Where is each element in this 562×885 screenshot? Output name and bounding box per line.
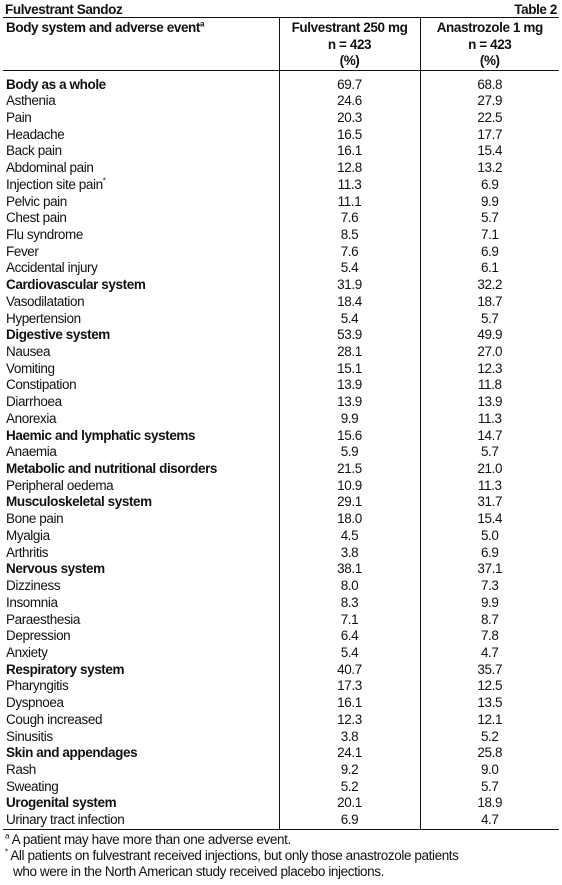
row-label: Bone pain (6, 511, 64, 527)
footnote-star-continuation: who were in the North American study received placebo injections. (13, 864, 384, 880)
fulvestrant-value-cell: 7.6 (279, 244, 420, 261)
fulvestrant-value-cell: 5.2 (279, 779, 420, 796)
adverse-event-cell (3, 762, 279, 779)
fulvestrant-value-cell: 12.3 (279, 712, 420, 729)
body-system-cell (3, 327, 279, 344)
adverse-event-cell (3, 127, 279, 144)
table-group-row (3, 327, 559, 344)
row-label: Pain (6, 109, 32, 125)
adverse-event-cell (3, 444, 279, 461)
table-row (3, 444, 559, 461)
table-row (3, 612, 559, 629)
table-row (3, 394, 559, 411)
anastrozole-value-cell: 12.1 (420, 712, 559, 729)
table-row (3, 177, 559, 194)
row-label: Depression (6, 628, 71, 644)
row-label: Myalgia (6, 527, 50, 543)
table-row (3, 311, 559, 328)
adverse-event-cell (3, 578, 279, 595)
anastrozole-value-cell: 27.9 (420, 93, 559, 110)
row-label: Insomnia (6, 594, 58, 610)
table-row (3, 578, 559, 595)
adverse-event-cell (3, 612, 279, 629)
adverse-event-cell (3, 779, 279, 796)
anastrozole-value-cell: 25.8 (420, 745, 559, 762)
fulvestrant-value-cell: 21.5 (279, 461, 420, 478)
row-label: Anaemia (6, 444, 57, 460)
table-row (3, 411, 559, 428)
anastrozole-value-cell: 35.7 (420, 662, 559, 679)
table-header-row (3, 18, 559, 70)
row-label: Abdominal pain (6, 160, 94, 176)
fulvestrant-value-cell: 28.1 (279, 344, 420, 361)
footnote-a (5, 832, 557, 848)
adverse-event-cell (3, 812, 279, 829)
table-row (3, 812, 559, 829)
table-group-row (3, 70, 559, 93)
column-header-body-system-text: Body system and adverse event (6, 20, 200, 35)
anastrozole-value-cell: 49.9 (420, 327, 559, 344)
row-label: Dizziness (6, 578, 61, 594)
anastrozole-value-cell: 5.7 (420, 444, 559, 461)
anastrozole-value-cell: 6.9 (420, 545, 559, 562)
body-system-cell (3, 662, 279, 679)
fulvestrant-value-cell: 18.4 (279, 294, 420, 311)
body-system-cell (3, 561, 279, 578)
row-label: Anxiety (6, 644, 48, 660)
row-label: Cough increased (6, 711, 103, 727)
adverse-event-cell (3, 110, 279, 127)
adverse-event-cell (3, 411, 279, 428)
adverse-event-cell (3, 93, 279, 110)
row-label: Peripheral oedema (6, 477, 114, 493)
body-system-cell (3, 277, 279, 294)
row-label: Nausea (6, 344, 51, 359)
table-row (3, 210, 559, 227)
row-label: Injection site pain (6, 176, 103, 192)
row-label: Headache (6, 126, 65, 142)
anastrozole-value-cell: 11.3 (420, 478, 559, 495)
anastrozole-value-cell: 5.7 (420, 311, 559, 328)
row-label: Dyspnoea (6, 695, 64, 711)
adverse-event-cell (3, 361, 279, 378)
fulvestrant-value-cell: 16.5 (279, 127, 420, 144)
row-label: Asthenia (6, 93, 56, 109)
table-row (3, 344, 559, 361)
table-row (3, 779, 559, 796)
fulvestrant-value-cell: 24.1 (279, 745, 420, 762)
footnote-a-text: A patient may have more than one adverse event. (9, 831, 291, 847)
adverse-event-cell (3, 294, 279, 311)
adverse-event-cell (3, 394, 279, 411)
adverse-event-cell (3, 678, 279, 695)
adverse-event-cell (3, 160, 279, 177)
table-group-row (3, 461, 559, 478)
body-system-cell (3, 494, 279, 511)
footnote-star-marker: * (5, 847, 8, 857)
table-row (3, 194, 559, 211)
table-body (3, 70, 559, 829)
table-group-row (3, 745, 559, 762)
footnotes (3, 830, 559, 881)
table-row (3, 528, 559, 545)
fulvestrant-value-cell: 18.0 (279, 511, 420, 528)
anastrozole-value-cell: 12.3 (420, 361, 559, 378)
fulvestrant-value-cell: 8.5 (279, 227, 420, 244)
adverse-event-cell (3, 528, 279, 545)
document-header (3, 0, 559, 18)
row-label: Urogenital system (6, 795, 117, 811)
fulvestrant-value-cell: 4.5 (279, 528, 420, 545)
column-header-fulvestrant (279, 18, 420, 70)
table-group-row (3, 662, 559, 679)
footnote-star (5, 848, 557, 864)
table-row (3, 244, 559, 261)
anastrozole-value-cell: 22.5 (420, 110, 559, 127)
table-group-row (3, 561, 559, 578)
fulvestrant-value-cell: 31.9 (279, 277, 420, 294)
row-label: Nervous system (6, 561, 105, 577)
row-label: Diarrhoea (6, 394, 62, 410)
fulvestrant-value-cell: 69.7 (279, 70, 420, 93)
row-label: Accidental injury (6, 260, 98, 276)
column-header-fulvestrant-line-3: (%) (339, 53, 360, 68)
table-row (3, 695, 559, 712)
adverse-event-cell (3, 143, 279, 160)
row-label: Flu syndrome (6, 226, 83, 242)
row-label: Rash (6, 761, 36, 777)
row-label: Skin and appendages (6, 745, 138, 761)
fulvestrant-value-cell: 15.6 (279, 428, 420, 445)
adverse-event-cell (3, 377, 279, 394)
row-label: Chest pain (6, 210, 67, 226)
row-label: Cardiovascular system (6, 277, 146, 293)
table-number: Table 2 (514, 2, 557, 17)
fulvestrant-value-cell: 11.3 (279, 177, 420, 194)
table-row (3, 478, 559, 495)
table-group-row (3, 795, 559, 812)
fulvestrant-value-cell: 40.7 (279, 662, 420, 679)
table-row (3, 93, 559, 110)
table-row (3, 762, 559, 779)
table-row (3, 712, 559, 729)
row-label: Metabolic and nutritional disorders (6, 461, 218, 477)
table-row (3, 628, 559, 645)
fulvestrant-value-cell: 13.9 (279, 394, 420, 411)
row-label: Sinusitis (6, 728, 53, 744)
product-name: Fulvestrant Sandoz (5, 2, 123, 17)
anastrozole-value-cell: 6.1 (420, 260, 559, 277)
body-system-cell (3, 795, 279, 812)
fulvestrant-value-cell: 11.1 (279, 194, 420, 211)
fulvestrant-value-cell: 5.4 (279, 645, 420, 662)
fulvestrant-value-cell: 8.0 (279, 578, 420, 595)
fulvestrant-value-cell: 7.6 (279, 210, 420, 227)
adverse-event-cell (3, 344, 279, 361)
fulvestrant-value-cell: 53.9 (279, 327, 420, 344)
fulvestrant-value-cell: 5.9 (279, 444, 420, 461)
fulvestrant-value-cell: 8.3 (279, 595, 420, 612)
fulvestrant-value-cell: 5.4 (279, 311, 420, 328)
fulvestrant-value-cell: 16.1 (279, 695, 420, 712)
column-header-fulvestrant-line-2: n = 423 (327, 36, 372, 52)
anastrozole-value-cell: 4.7 (420, 645, 559, 662)
fulvestrant-value-cell: 24.6 (279, 93, 420, 110)
adverse-events-table (3, 18, 559, 830)
table-row (3, 361, 559, 378)
fulvestrant-value-cell: 29.1 (279, 494, 420, 511)
row-label: Vomiting (6, 360, 55, 376)
row-label: Pelvic pain (6, 193, 67, 209)
anastrozole-value-cell: 11.3 (420, 411, 559, 428)
table-row (3, 127, 559, 144)
anastrozole-value-cell: 21.0 (420, 461, 559, 478)
table-group-row (3, 428, 559, 445)
anastrozole-value-cell: 7.1 (420, 227, 559, 244)
fulvestrant-value-cell: 3.8 (279, 545, 420, 562)
row-label: Digestive system (6, 327, 110, 343)
fulvestrant-value-cell: 9.2 (279, 762, 420, 779)
adverse-event-cell (3, 729, 279, 746)
anastrozole-value-cell: 13.9 (420, 394, 559, 411)
anastrozole-value-cell: 13.2 (420, 160, 559, 177)
anastrozole-value-cell: 18.7 (420, 294, 559, 311)
anastrozole-value-cell: 13.5 (420, 695, 559, 712)
footnote-marker-star: * (102, 176, 106, 186)
adverse-event-cell (3, 645, 279, 662)
row-label: Fever (6, 243, 39, 259)
table-row (3, 545, 559, 562)
table-row (3, 160, 559, 177)
body-system-cell (3, 461, 279, 478)
table-group-row (3, 277, 559, 294)
fulvestrant-value-cell: 13.9 (279, 377, 420, 394)
adverse-event-cell (3, 210, 279, 227)
anastrozole-value-cell: 5.7 (420, 779, 559, 796)
anastrozole-value-cell: 9.0 (420, 762, 559, 779)
adverse-event-cell (3, 628, 279, 645)
row-label: Pharyngitis (6, 678, 69, 694)
adverse-event-cell (3, 511, 279, 528)
adverse-event-cell (3, 311, 279, 328)
fulvestrant-value-cell: 12.8 (279, 160, 420, 177)
row-label: Urinary tract infection (6, 812, 125, 828)
table-row (3, 511, 559, 528)
fulvestrant-value-cell: 20.3 (279, 110, 420, 127)
fulvestrant-value-cell: 5.4 (279, 260, 420, 277)
fulvestrant-value-cell: 3.8 (279, 729, 420, 746)
anastrozole-value-cell: 37.1 (420, 561, 559, 578)
fulvestrant-value-cell: 15.1 (279, 361, 420, 378)
body-system-cell (3, 428, 279, 445)
anastrozole-value-cell: 6.9 (420, 244, 559, 261)
adverse-event-cell (3, 227, 279, 244)
row-label: Paraesthesia (6, 611, 80, 627)
footnote-marker-a: a (200, 19, 205, 29)
fulvestrant-value-cell: 17.3 (279, 678, 420, 695)
column-header-anastrozole-line-3: (%) (479, 53, 500, 68)
body-system-cell (3, 70, 279, 93)
row-label: Back pain (6, 143, 62, 159)
row-label: Constipation (6, 377, 77, 393)
adverse-event-cell (3, 712, 279, 729)
table-row (3, 110, 559, 127)
anastrozole-value-cell: 4.7 (420, 812, 559, 829)
fulvestrant-value-cell: 9.9 (279, 411, 420, 428)
fulvestrant-value-cell: 38.1 (279, 561, 420, 578)
column-header-anastrozole-line-2: n = 423 (468, 36, 512, 52)
table-row (3, 678, 559, 695)
row-label: Musculoskeletal system (6, 494, 152, 510)
fulvestrant-value-cell: 7.1 (279, 612, 420, 629)
anastrozole-value-cell: 5.0 (420, 528, 559, 545)
anastrozole-value-cell: 8.7 (420, 612, 559, 629)
anastrozole-value-cell: 6.9 (420, 177, 559, 194)
anastrozole-value-cell: 11.8 (420, 377, 559, 394)
table-row (3, 227, 559, 244)
anastrozole-value-cell: 18.9 (420, 795, 559, 812)
anastrozole-value-cell: 15.4 (420, 143, 559, 160)
footnote-star-text: All patients on fulvestrant received injections, but only those anastrozole patients (7, 848, 459, 864)
adverse-event-cell (3, 695, 279, 712)
fulvestrant-value-cell: 16.1 (279, 143, 420, 160)
table-row (3, 143, 559, 160)
adverse-event-cell (3, 595, 279, 612)
adverse-event-cell (3, 244, 279, 261)
row-label: Sweating (6, 778, 59, 794)
anastrozole-value-cell: 7.3 (420, 578, 559, 595)
fulvestrant-value-cell: 10.9 (279, 478, 420, 495)
adverse-event-cell (3, 260, 279, 277)
fulvestrant-value-cell: 6.9 (279, 812, 420, 829)
anastrozole-value-cell: 15.4 (420, 511, 559, 528)
adverse-event-cell (3, 194, 279, 211)
anastrozole-value-cell: 9.9 (420, 194, 559, 211)
anastrozole-value-cell: 27.0 (420, 344, 559, 361)
column-header-anastrozole (420, 18, 559, 70)
table-group-row (3, 494, 559, 511)
anastrozole-value-cell: 31.7 (420, 494, 559, 511)
column-header-anastrozole-line-1: Anastrozole 1 mg (436, 20, 543, 35)
anastrozole-value-cell: 12.5 (420, 678, 559, 695)
anastrozole-value-cell: 68.8 (420, 70, 559, 93)
anastrozole-value-cell: 32.2 (420, 277, 559, 294)
table-row (3, 729, 559, 746)
anastrozole-value-cell: 14.7 (420, 428, 559, 445)
fulvestrant-value-cell: 20.1 (279, 795, 420, 812)
anastrozole-value-cell: 5.2 (420, 729, 559, 746)
table-row (3, 294, 559, 311)
adverse-event-cell (3, 545, 279, 562)
anastrozole-value-cell: 7.8 (420, 628, 559, 645)
table-row (3, 377, 559, 394)
row-label: Respiratory system (6, 661, 125, 677)
table-row (3, 595, 559, 612)
row-label: Anorexia (6, 410, 57, 426)
adverse-event-cell (3, 177, 279, 194)
table-row (3, 645, 559, 662)
footnote-a-marker: a (5, 831, 10, 841)
anastrozole-value-cell: 17.7 (420, 127, 559, 144)
fulvestrant-value-cell: 6.4 (279, 628, 420, 645)
column-header-body-system (3, 18, 279, 70)
row-label: Body as a whole (6, 76, 106, 92)
adverse-event-cell (3, 478, 279, 495)
anastrozole-value-cell: 5.7 (420, 210, 559, 227)
row-label: Arthritis (6, 544, 49, 560)
row-label: Vasodilatation (6, 293, 85, 309)
row-label: Hypertension (6, 310, 81, 326)
table-row (3, 260, 559, 277)
column-header-fulvestrant-line-1: Fulvestrant 250 mg (291, 20, 408, 35)
body-system-cell (3, 745, 279, 762)
anastrozole-value-cell: 9.9 (420, 595, 559, 612)
row-label: Haemic and lymphatic systems (6, 427, 196, 443)
